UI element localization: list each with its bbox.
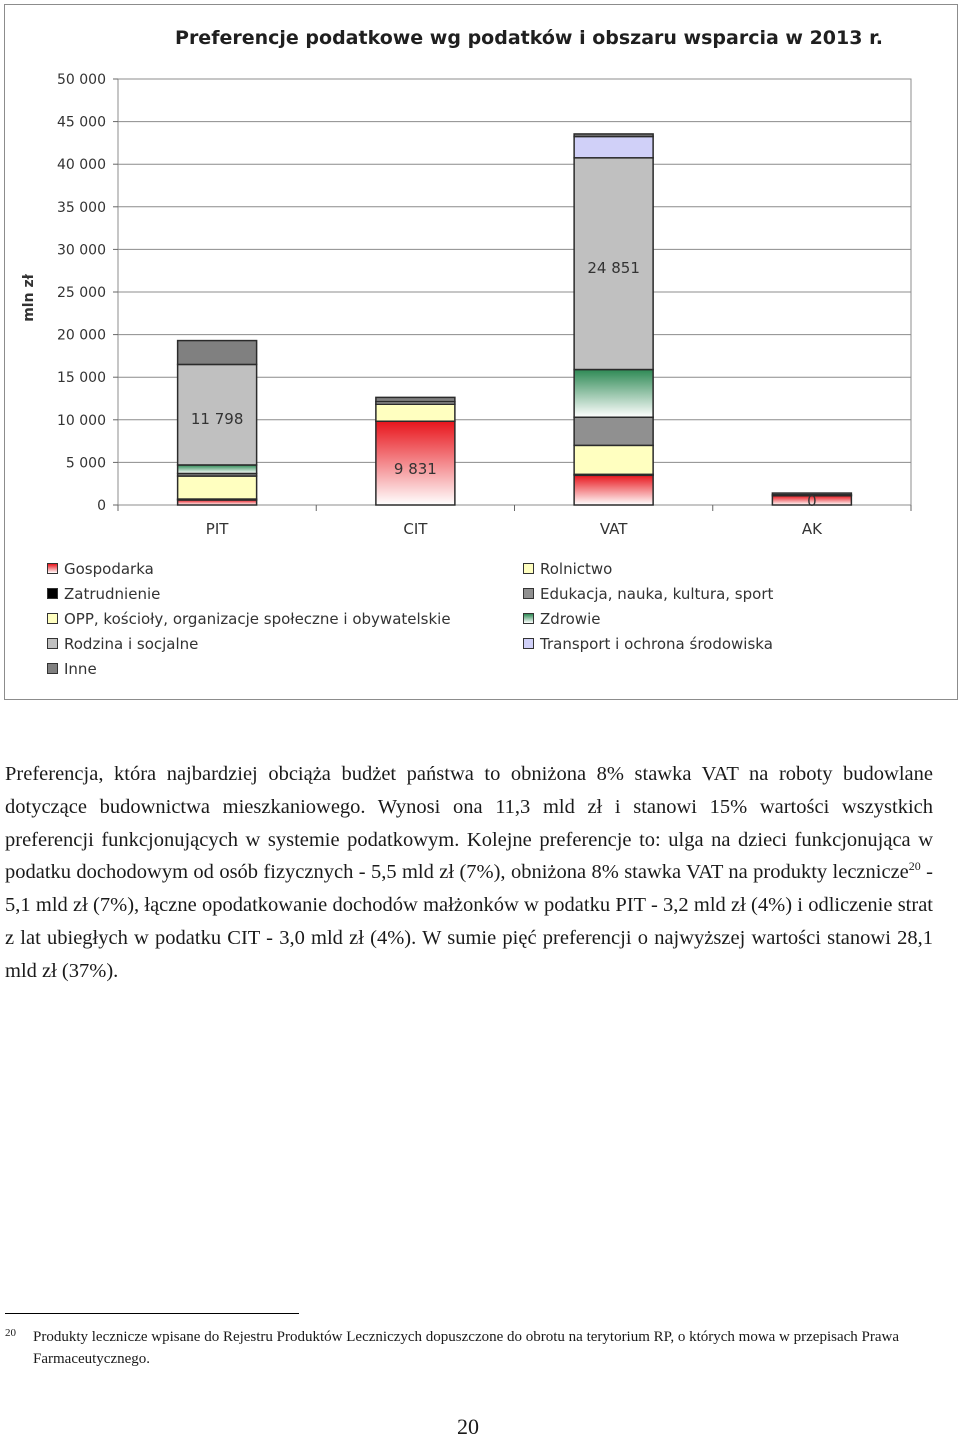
bar-segment [574,475,653,505]
body-paragraph [5,758,933,988]
body-text-part-1: Preferencja, która najbardziej obciąża budżet państwa to obniżona 8% stawka VAT na roboty budowlane dotyczące budownictwa mieszkaniowego. Wynosi ona 11,3 mld zł i stanowi 15% wartości wszystkich preferencji funkcjonujących w systemie podatkowym. Kolejne preferencje to: ulga na dzieci funkcjonująca w podatku dochodowym od osób fizycznych - 5,5 mld zł (7%), obniżona 8% stawka VAT na produkty lecznicze [5,763,933,884]
legend-swatch [47,613,58,624]
bar-segment [574,134,653,137]
bar-segment [376,397,455,401]
legend-item [47,606,451,631]
legend-label: Edukacja, nauka, kultura, sport [540,584,774,603]
legend-label: Gospodarka [64,559,154,578]
body-text-part-2: - 5,1 mld zł (7%), łączne opodatkowanie dochodów małżonków w podatku PIT - 3,2 mld zł (4%) i odliczenie strat z lat ubiegłych w podatku CIT - 3,0 mld zł (4%). W sumie pięć preferencji o najwyższej wartości stanowi 28,1 mld zł (37%). [5,861,933,982]
x-tick-label: VAT [599,520,628,538]
legend-swatch [523,638,534,649]
bar-segment [574,445,653,474]
x-tick-label: AK [801,520,822,538]
chart-frame [4,4,958,700]
legend-item [523,581,773,606]
legend-swatch [523,588,534,599]
data-label: 24 851 [587,259,640,277]
legend-swatch [47,588,58,599]
bar-segment [178,341,257,365]
data-label: 11 798 [190,410,244,428]
legend-swatch [523,563,534,574]
legend-label: Zdrowie [540,609,601,628]
bar-segment [376,404,455,421]
footnote-divider [5,1313,299,1314]
legend-column-right [523,556,773,656]
data-labels [191,259,817,510]
bar-segment [574,137,653,158]
y-tick-label: 25 000 [57,285,106,301]
data-label: 9 831 [393,460,437,478]
legend-swatch [47,563,58,574]
x-tick-label: PIT [205,520,229,538]
y-tick-label: 10 000 [57,412,106,429]
legend-swatch [47,638,58,649]
y-tick-label: 5 000 [65,455,106,472]
chart-title: Preferencje podatkowe wg podatków i obszaru wsparcia w 2013 r. [175,27,883,49]
bars [178,134,852,505]
legend-item [47,656,451,681]
legend-label: Rodzina i socjalne [64,634,199,653]
footnote-reference[interactable]: 20 [908,859,921,874]
y-tick-label: 40 000 [57,157,106,174]
legend-label: Zatrudnienie [64,584,161,603]
legend-swatch [523,613,534,624]
legend-label: Rolnictwo [540,559,613,578]
bar-segment [178,476,257,499]
footnote-text: Produkty lecznicze wpisane do Rejestru Produktów Leczniczych dopuszczone do obrotu na terytorium RP, o których mowa w przepisach Prawa Farmaceutycznego. [33,1329,900,1367]
y-tick-label: 0 [97,498,106,514]
legend-item [47,556,451,581]
footnote [5,1326,925,1370]
legend-item [47,581,451,606]
bar-segment [178,465,257,474]
y-tick-label: 50 000 [57,72,106,88]
legend-label: Transport i ochrona środowiska [540,634,773,653]
page-number: 20 [457,1414,479,1439]
footnote-number: 20 [5,1327,16,1339]
bar-segment [574,370,653,418]
legend-label: OPP, kościoły, organizacje społeczne i obywatelskie [64,609,451,628]
y-tick-label: 45 000 [57,114,106,131]
y-axis-label: mln zł [21,274,37,322]
y-tick-label: 35 000 [57,199,106,216]
legend-item [523,606,773,631]
data-label: 0 [807,492,817,510]
legend-swatch [47,663,58,674]
legend-item [523,556,773,581]
legend-label: Inne [64,659,97,678]
y-tick-label: 15 000 [57,370,106,387]
y-tick-label: 20 000 [57,327,106,344]
bar-segment [574,417,653,445]
legend-item [47,631,451,656]
legend-column-left [47,556,451,681]
y-tick-label: 30 000 [57,242,106,259]
x-tick-label: CIT [403,520,428,538]
legend-item [523,631,773,656]
